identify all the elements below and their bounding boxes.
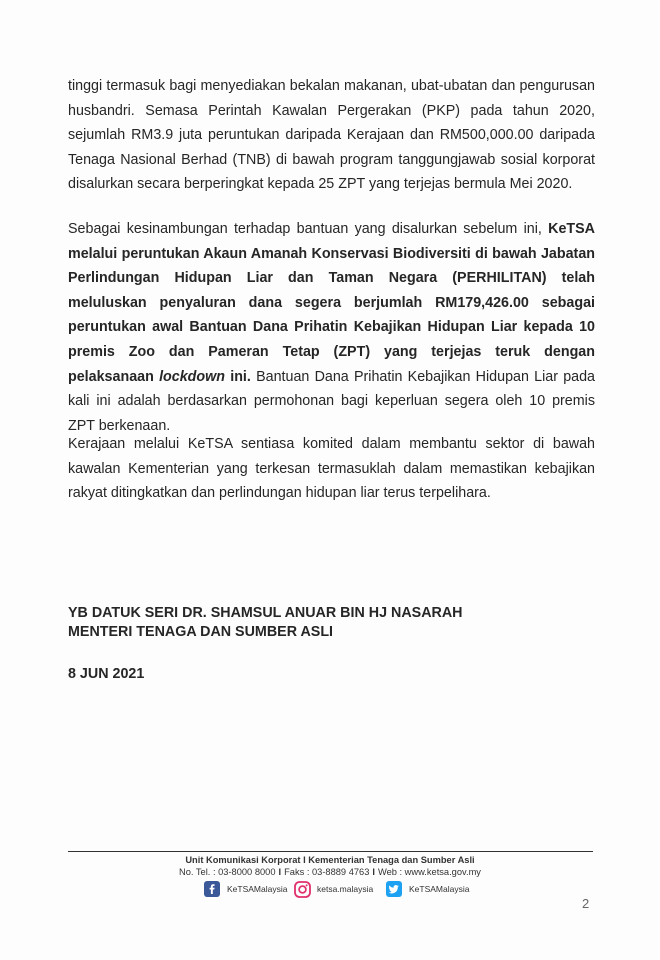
paragraph-3: Kerajaan melalui KeTSA sentiasa komited dalam membantu sektor di bawah kawalan Kementerian yang terkesan termasuklah dalam memastikan kebajikan rakyat ditingkatkan dan perlindungan hidupan liar terus terpelihara.	[68, 436, 595, 502]
footer-unit: Unit Komunikasi Korporat I Kementerian Tenaga dan Sumber Asli	[185, 855, 475, 865]
paragraph-2-italic: lockdown	[159, 368, 225, 385]
release-date: 8 JUN 2021	[68, 666, 145, 682]
instagram-icon	[293, 880, 311, 898]
footer-divider	[68, 851, 593, 852]
facebook-link[interactable]	[203, 880, 287, 898]
paragraph-2-tail: Bantuan Dana Prihatin Kebajikan Hidupan Liar pada kali ini adalah berdasarkan permohonan bagi keperluan segera oleh 10 premis ZPT berkenaan.	[68, 368, 596, 434]
footer-web[interactable]: Web : www.ketsa.gov.my	[377, 867, 481, 877]
paragraph-2	[68, 217, 595, 438]
twitter-link[interactable]	[385, 880, 469, 898]
instagram-handle: ketsa.malaysia	[317, 884, 374, 894]
facebook-handle: KeTSAMalaysia	[227, 884, 288, 894]
instagram-link[interactable]	[293, 880, 373, 898]
paragraph-2-bold-end: ini.	[225, 368, 251, 385]
signatory-title: MENTERI TENAGA DAN SUMBER ASLI	[68, 624, 334, 640]
twitter-handle: KeTSAMalaysia	[409, 884, 470, 894]
twitter-icon	[385, 880, 403, 898]
paragraph-2-lead: Sebagai kesinambungan terhadap bantuan yang disalurkan sebelum ini,	[68, 221, 549, 237]
footer-contact: No. Tel. : 03-8000 8000 I Faks : 03-8889 4763 I Web : www.ketsa.gov.my	[179, 867, 481, 877]
paragraph-2-bold: KeTSA melalui peruntukan Akaun Amanah Konservasi Biodiversiti di bawah Jabatan Perlindungan Hidupan Liar dan Taman Negara (PERHILITAN) telah meluluskan penyaluran dana segera berjumlah RM179,426.00 sebagai peruntukan awal Bantuan Dana Prihatin Kebajikan Hidupan Liar kepada 10 premis Zoo dan Pameran Tetap (ZPT) yang terjejas teruk dengan pelaksanaan	[68, 221, 595, 385]
signatory-name: YB DATUK SERI DR. SHAMSUL ANUAR BIN HJ NASARAH	[68, 605, 463, 621]
facebook-icon	[203, 880, 221, 898]
footer-tel: No. Tel. : 03-8000 8000	[179, 867, 276, 877]
footer-fax: Faks : 03-8889 4763	[284, 867, 370, 877]
paragraph-1: tinggi termasuk bagi menyediakan bekalan makanan, ubat-ubatan dan pengurusan husbandri. Semasa Perintah Kawalan Pergerakan (PKP) pada tahun 2020, sejumlah RM3.9 juta peruntukan daripada Kerajaan dan RM500,000.00 daripada Tenaga Nasional Berhad (TNB) di bawah program tanggungjawab sosial korporat disalurkan secara berperingkat kepada 25 ZPT yang terjejas bermula Mei 2020.	[68, 78, 595, 193]
page-number: 2	[582, 896, 590, 911]
